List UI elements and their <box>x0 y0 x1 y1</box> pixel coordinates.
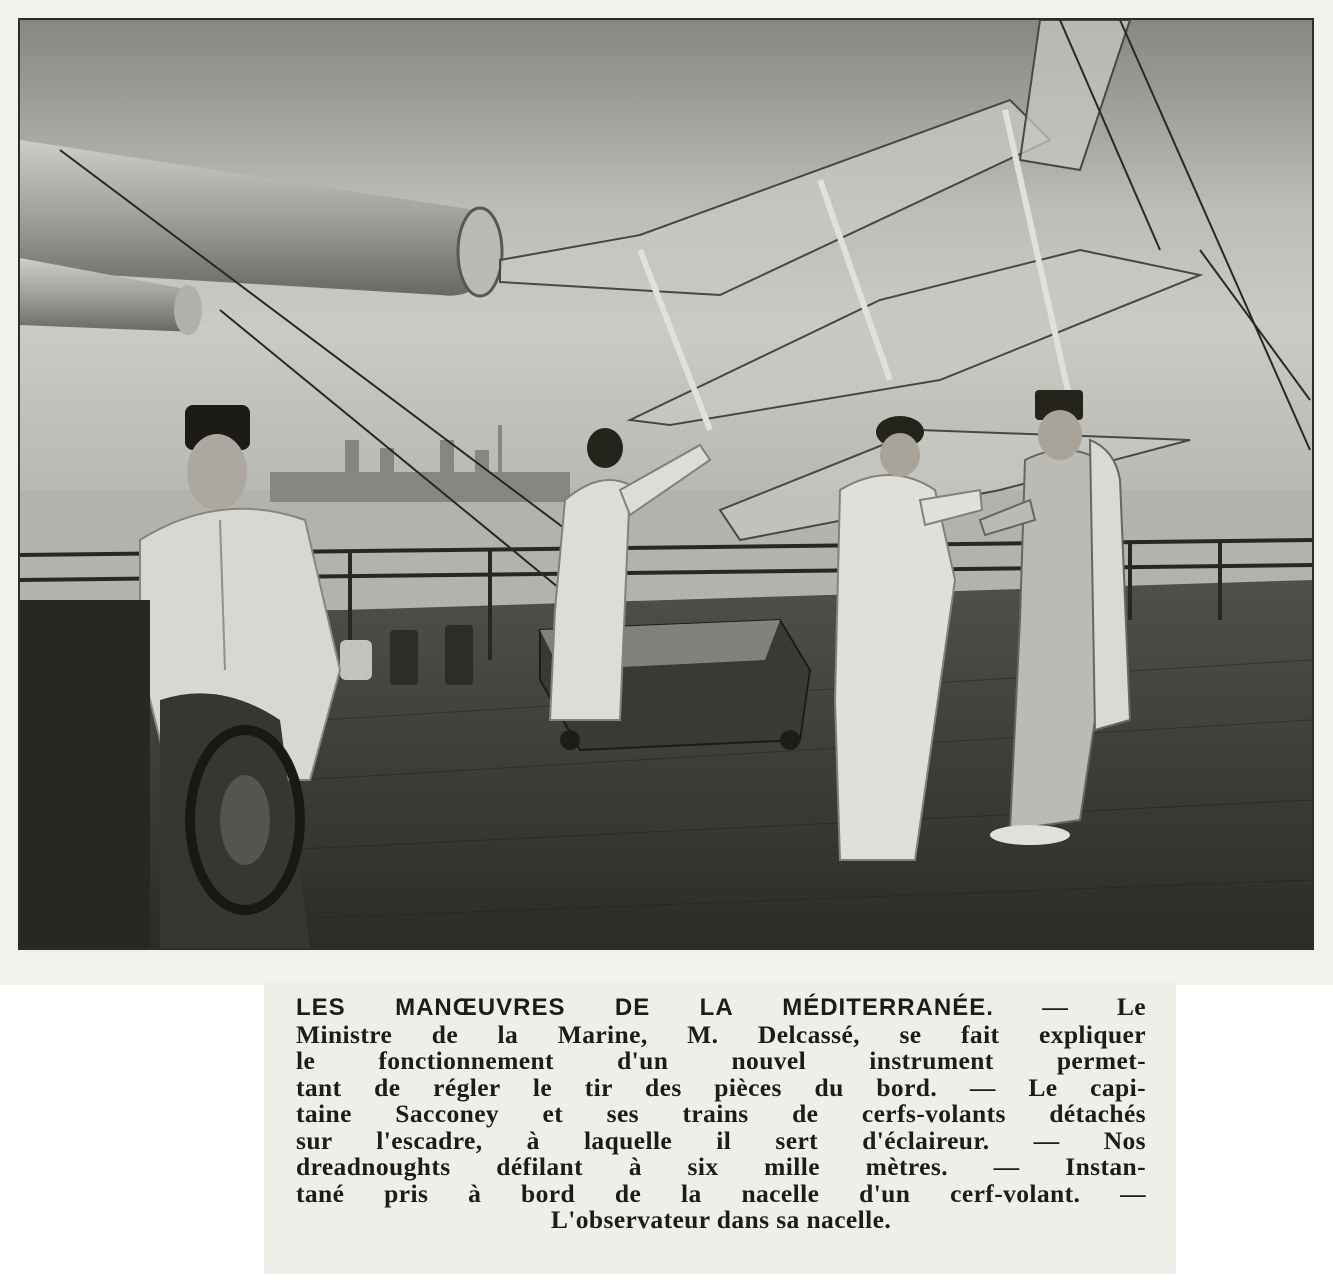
caption-line-2: Ministre de la Marine, M. Delcassé, se fait expliquer <box>296 1019 1146 1049</box>
caption-line-8: tané pris à bord de la nacelle d'un cerf-volant. — <box>296 1178 1146 1208</box>
caption-line-6: sur l'escadre, à laquelle il sert d'éclaireur. — Nos <box>296 1125 1146 1155</box>
caption-line-9: L'observateur dans sa nacelle. <box>550 1205 892 1234</box>
caption-paragraph <box>296 994 1146 1234</box>
photo-caption <box>264 982 1176 1274</box>
caption-line-3: le fonctionnement d'un nouvel instrument permet- <box>296 1046 1146 1075</box>
photo-grain <box>20 20 1312 948</box>
caption-line-1-tail: — Le <box>1042 992 1146 1021</box>
caption-headline: LES MANŒUVRES DE LA MÉDITERRANÉE. <box>296 994 994 1021</box>
photo-illustration <box>20 20 1312 948</box>
halftone-photograph <box>18 18 1314 950</box>
caption-line-1 <box>296 994 1146 1022</box>
caption-line-5: taine Sacconey et ses trains de cerfs-volants détachés <box>296 1099 1146 1128</box>
caption-line-4: tant de régler le tir des pièces du bord. — Le capi- <box>296 1072 1146 1102</box>
caption-line-7: dreadnoughts défilant à six mille mètres. — Instan- <box>296 1152 1146 1181</box>
